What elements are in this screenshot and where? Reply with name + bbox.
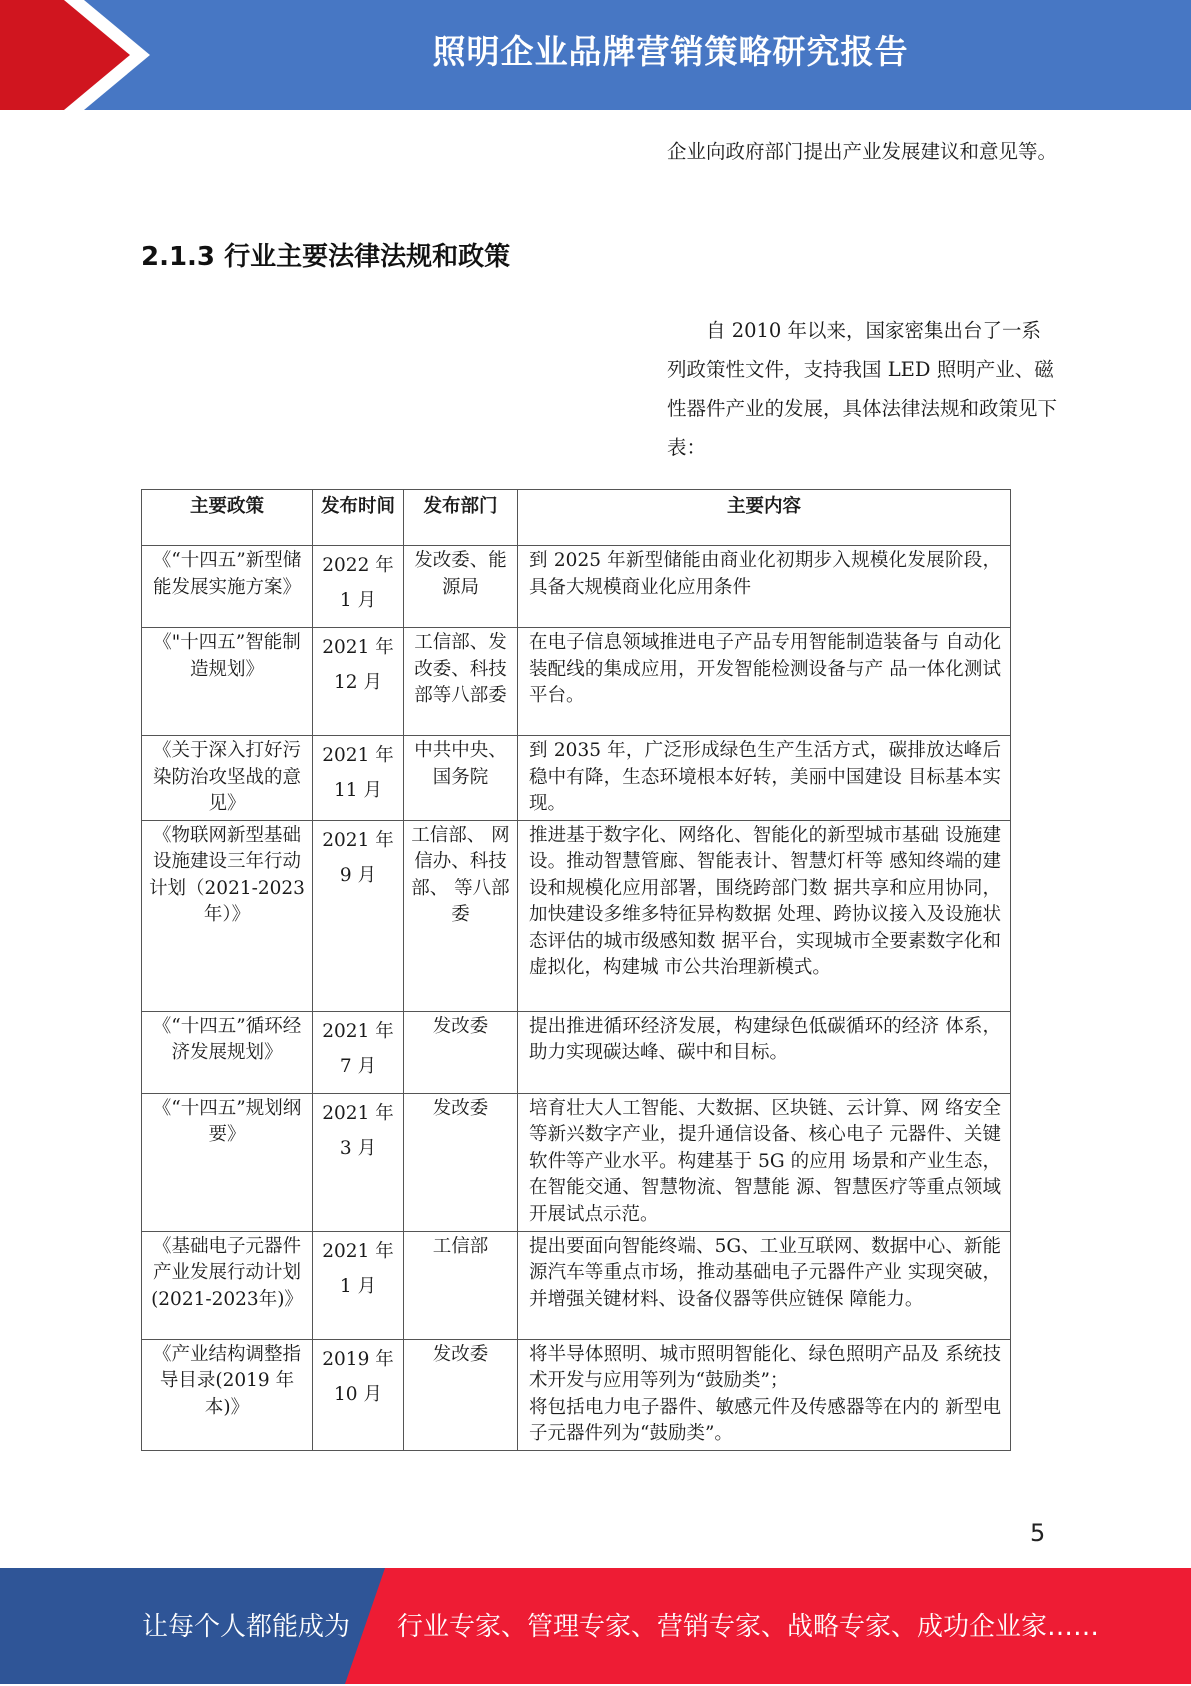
policy-name-cell: 《物联网新型基础设施建设三年行动计划（2021-2023 年）》: [142, 820, 313, 1011]
policy-name-cell: 《关于深入打好污染防治攻坚战的意见》: [142, 736, 313, 821]
policy-content-text: 提出要面向智能终端、5G、工业互联网、数据中心、新能源汽车等重点市场，推动基础电子元器件产业 实现突破，并增强关键材料、设备仪器等供应链保 障能力。: [529, 1235, 1001, 1310]
table-row: [142, 546, 1011, 628]
policy-content-cell: [518, 546, 1011, 628]
policy-dept-cell: 中共中央、国务院: [404, 736, 518, 821]
table-row: [142, 628, 1011, 736]
policy-name-cell: 《“十四五”新型储能发展实施方案》: [142, 546, 313, 628]
policy-content-cell: [518, 1093, 1011, 1231]
policy-content-text: 推进基于数字化、网络化、智能化的新型城市基础 设施建设。推动智慧管廊、智能表计、智慧灯杆等 感知终端的建设和规模化应用部署，围绕跨部门数 据共享和应用协同，加快建设多维多特征异构数据 处理、跨协议接入及设施状态评估的城市级感知数 据平台，实现城市全要素数字化和虚拟化，构建城 市公共治理新模式。: [529, 824, 1001, 978]
table-row: [142, 1339, 1011, 1450]
section-heading: 2.1.3 行业主要法律法规和政策: [141, 242, 511, 272]
table-header-row: [142, 490, 1011, 546]
main-paragraph: 自 2010 年以来，国家密集出台了一系列政策性文件，支持我国 LED 照明产业、磁性器件产业的发展，具体法律法规和政策见下表：: [667, 319, 1058, 459]
policy-date-cell: 2021 年 12 月: [313, 628, 404, 736]
policy-content-cell: [518, 736, 1011, 821]
policy-content-text: 提出推进循环经济发展，构建绿色低碳循环的经济 体系，助力实现碳达峰、碳中和目标。: [529, 1015, 1001, 1063]
policy-content-text: 到 2025 年新型储能由商业化初期步入规模化发展阶段，具备大规模商业化应用条件: [529, 550, 1001, 598]
page-footer: [0, 1568, 1191, 1684]
policy-content-cell: [518, 1339, 1011, 1450]
policy-content-cell: [518, 628, 1011, 736]
policy-date-cell: 2021 年 11 月: [313, 736, 404, 821]
policy-dept-cell: 发改委: [404, 1339, 518, 1450]
policy-content-text: 将半导体照明、城市照明智能化、绿色照明产品及 系统技术开发与应用等列为“鼓励类”；: [529, 1343, 1001, 1391]
policy-date-cell: 2021 年 1 月: [313, 1231, 404, 1339]
footer-slogan-right: 行业专家、管理专家、营销专家、战略专家、成功企业家……: [397, 1612, 1100, 1642]
policy-content-text: 到 2035 年，广泛形成绿色生产生活方式，碳排放达峰后稳中有降，生态环境根本好转，美丽中国建设 目标基本实现。: [529, 740, 1001, 814]
header-dept: 发布部门: [404, 490, 518, 546]
policy-dept-cell: 工信部、 网信办、科技部、 等八部委: [404, 820, 518, 1011]
policy-dept-cell: 发改委: [404, 1011, 518, 1093]
policy-dept-cell: 发改委: [404, 1093, 518, 1231]
policy-name-cell: 《"十四五”智能制造规划》: [142, 628, 313, 736]
policy-date-cell: 2021 年 9 月: [313, 820, 404, 1011]
footer-slogan-left: 让每个人都能成为: [142, 1612, 351, 1642]
page-number: 5: [1030, 1519, 1046, 1547]
policy-date-cell: 2021 年 7 月: [313, 1011, 404, 1093]
table-body: [142, 546, 1011, 1451]
table-row: [142, 736, 1011, 821]
page-header: [0, 0, 1191, 110]
table-row: [142, 820, 1011, 1011]
policy-date-cell: 2021 年 3 月: [313, 1093, 404, 1231]
policy-content-text: 在电子信息领域推进电子产品专用智能制造装备与 自动化装配线的集成应用，开发智能检测设备与产 品一体化测试平台。: [529, 632, 1001, 706]
header-arrow-decoration: [0, 0, 150, 110]
header-content: 主要内容: [518, 490, 1011, 546]
policy-name-cell: 《产业结构调整指导目录(2019 年本)》: [142, 1339, 313, 1450]
policy-name-cell: 《“十四五”规划纲要》: [142, 1093, 313, 1231]
header-policy: 主要政策: [142, 490, 313, 546]
report-title: 照明企业品牌营销策略研究报告: [432, 32, 909, 71]
header-date: 发布时间: [313, 490, 404, 546]
table-row: [142, 1093, 1011, 1231]
intro-paragraph: 企业向政府部门提出产业发展建议和意见等。: [667, 140, 1058, 163]
policy-dept-cell: 工信部、发改委、科技部等八部委: [404, 628, 518, 736]
policy-dept-cell: 工信部: [404, 1231, 518, 1339]
policy-content-cell: [518, 1231, 1011, 1339]
table-row: [142, 1011, 1011, 1093]
table-row: [142, 1231, 1011, 1339]
policy-date-cell: 2022 年 1 月: [313, 546, 404, 628]
policy-name-cell: 《“十四五”循环经济发展规划》: [142, 1011, 313, 1093]
policy-name-cell: 《基础电子元器件产业发展行动计划(2021-2023年)》: [142, 1231, 313, 1339]
policy-content-cell: [518, 820, 1011, 1011]
policy-dept-cell: 发改委、能源局: [404, 546, 518, 628]
policy-content-text: 培育壮大人工智能、大数据、区块链、云计算、网 络安全等新兴数字产业，提升通信设备、核心电子 元器件、关键软件等产业水平。构建基于 5G 的应用 场景和产业生态，在智能交通、智慧物流、智慧能 源、智慧医疗等重点领域开展试点示范。: [529, 1097, 1001, 1225]
policy-content-cell: [518, 1011, 1011, 1093]
policy-date-cell: 2019 年 10 月: [313, 1339, 404, 1450]
policy-content-text: 将包括电力电子器件、敏感元件及传感器等在内的 新型电子元器件列为“鼓励类”。: [529, 1396, 1001, 1444]
policy-table: [141, 489, 1011, 1451]
